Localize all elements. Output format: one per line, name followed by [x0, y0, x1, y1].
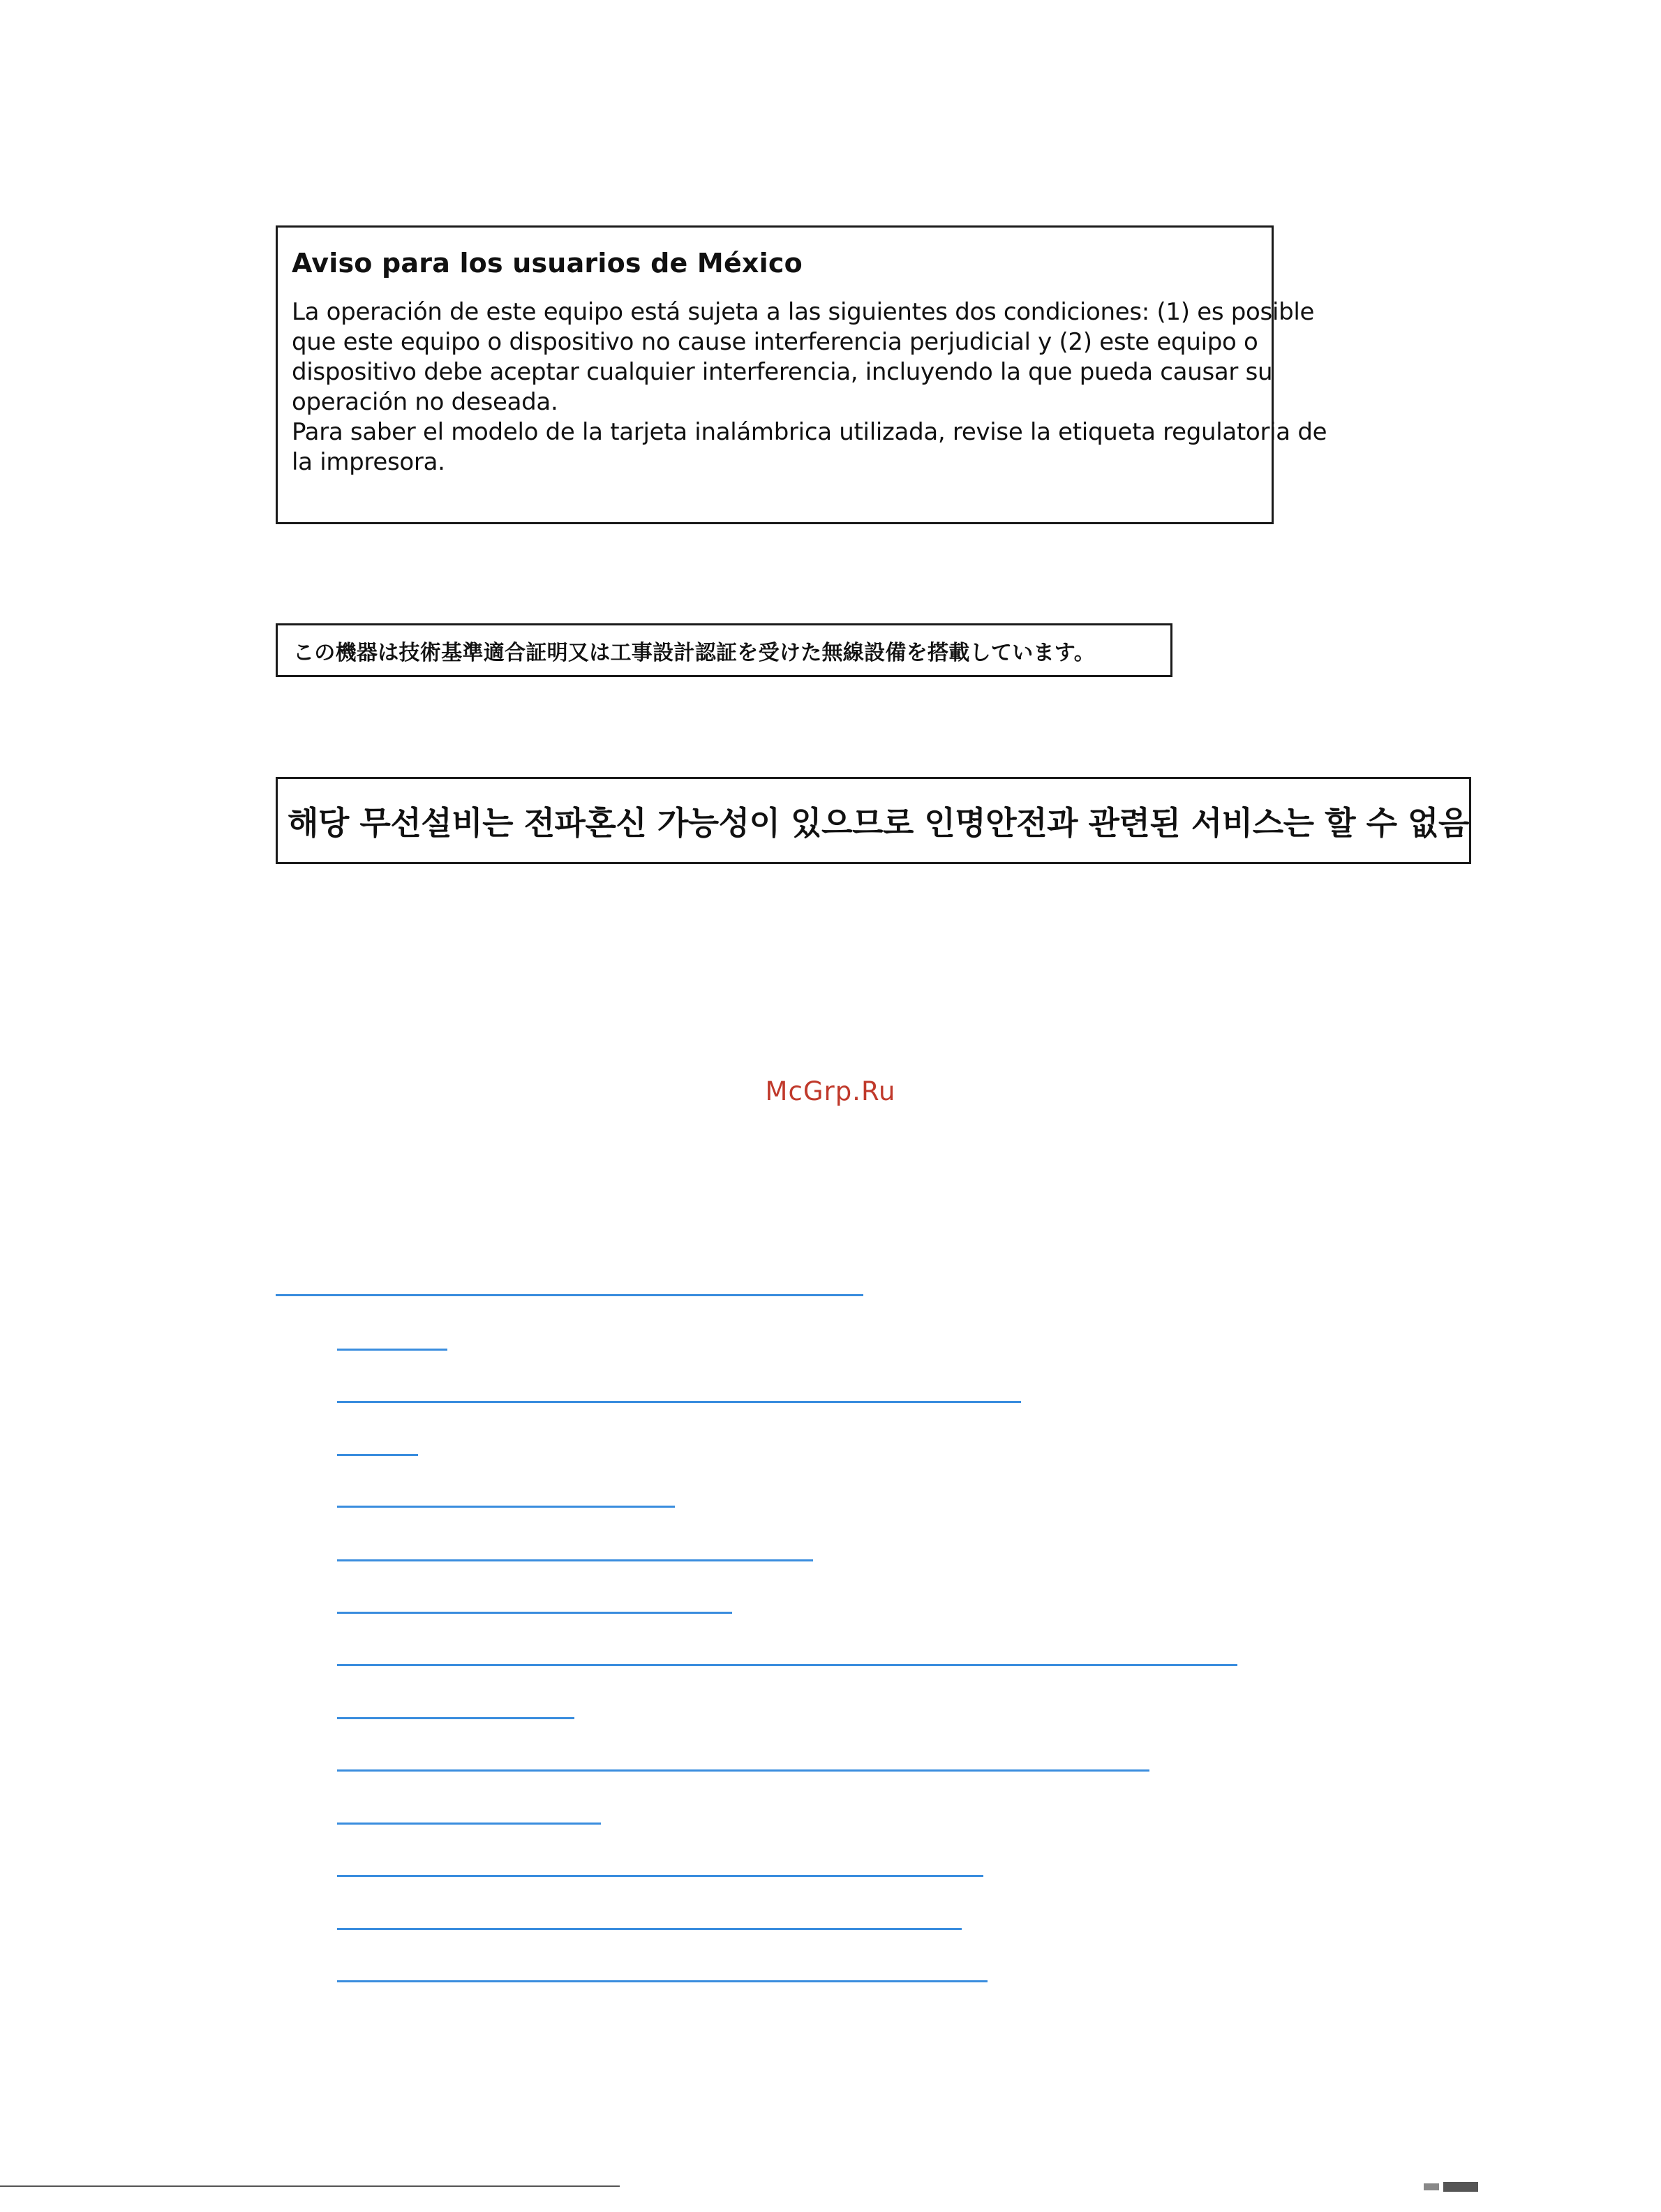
- toc-link[interactable]: [337, 1717, 574, 1719]
- korea-notice-text: 해당 무선설비는 전파혼신 가능성이 있으므로 인명안전과 관련된 서비스는 할 수 없음: [288, 803, 1469, 842]
- footer-logo-mark: [1424, 2182, 1480, 2192]
- toc-link[interactable]: [337, 1875, 983, 1877]
- japan-regulatory-notice: [276, 623, 1172, 677]
- toc-link[interactable]: [337, 1823, 601, 1825]
- mexico-notice-line-5: Para saber el modelo de la tarjeta inalámbrica utilizada, revise la etiqueta regulatoria de: [292, 418, 1327, 446]
- mexico-notice-line-3: dispositivo debe aceptar cualquier interferencia, incluyendo la que pueda causar su: [292, 358, 1273, 386]
- mexico-notice-title: Aviso para los usuarios de México: [292, 248, 803, 279]
- toc-link[interactable]: [337, 1559, 813, 1561]
- toc-link[interactable]: [337, 1454, 418, 1456]
- toc-link[interactable]: [337, 1349, 447, 1351]
- toc-link[interactable]: [337, 1612, 732, 1614]
- mexico-regulatory-notice: [276, 225, 1327, 524]
- japan-notice-text: この機器は技術基準適合証明又は工事設計認証を受けた無線設備を搭載しています。: [293, 640, 1095, 665]
- toc-link[interactable]: [337, 1928, 962, 1930]
- toc-heading-link[interactable]: [276, 1294, 863, 1296]
- toc-link[interactable]: [337, 1506, 675, 1508]
- mexico-notice-line-2: que este equipo o dispositivo no cause interferencia perjudicial y (2) este equipo o: [292, 328, 1258, 356]
- toc-link[interactable]: [337, 1769, 1149, 1772]
- korea-regulatory-notice: [276, 777, 1471, 864]
- toc-link[interactable]: [337, 1401, 1021, 1403]
- toc-link[interactable]: [337, 1980, 988, 1982]
- footer-rule: [0, 2185, 620, 2187]
- watermark-text: McGrp.Ru: [765, 1076, 896, 1106]
- mexico-notice-line-4: operación no deseada.: [292, 388, 558, 416]
- toc-link[interactable]: [337, 1664, 1237, 1666]
- mexico-notice-line-6: la impresora.: [292, 448, 445, 476]
- mexico-notice-line-1: La operación de este equipo está sujeta a las siguientes dos condiciones: (1) es posible: [292, 298, 1315, 326]
